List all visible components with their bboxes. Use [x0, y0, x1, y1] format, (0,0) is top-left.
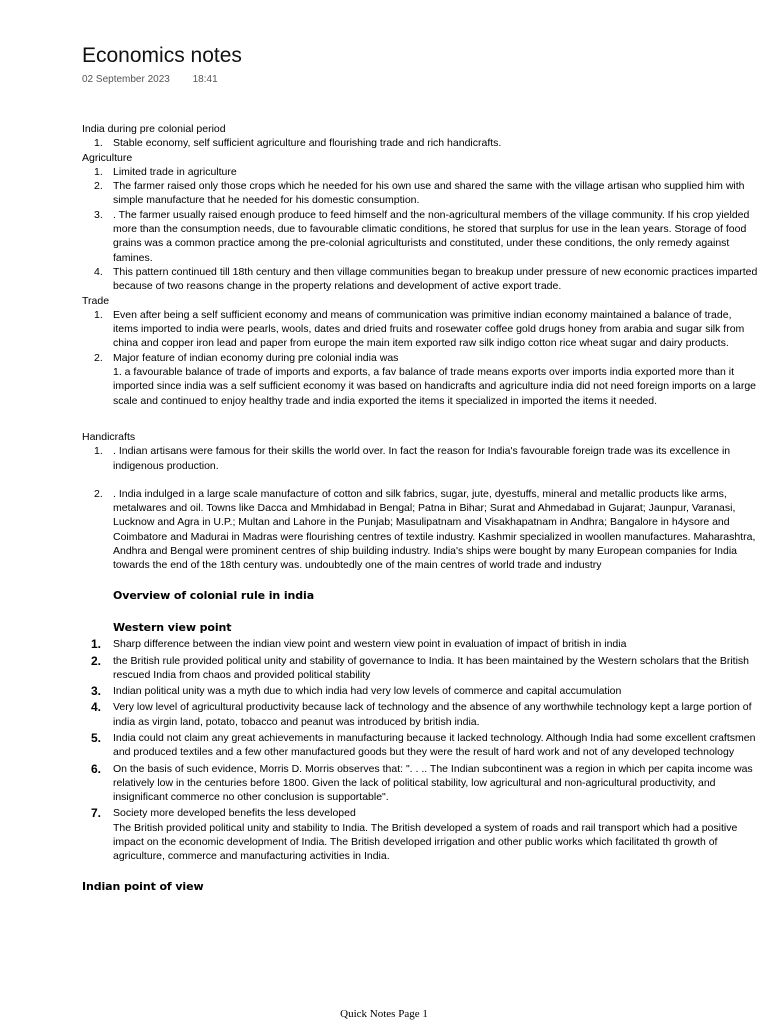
spacer [82, 473, 758, 487]
handicrafts-list [82, 444, 758, 572]
list-item: 1. . Indian artisans were famous for their skills the world over. In fact the reason for India's favourable foreign trade was its excellence in indigenous production. [94, 445, 731, 472]
list-item: 2. . India indulged in a large scale manufacture of cotton and silk fabrics, sugar, jute, dyestuffs, mineral and metallic products like arms, metalwares and oil. Towns like Dacca and Mmhidabad in Bengal; Patna in Bihar; Surat and Ahmedabad in Gujarat; Jaunpur, Varanasi, Lucknow and Agra in U.P.; Multan and Lahore in the Punjab; Masulipatnam and Visakhapatnam in Andhra; Bangalore in h4ysore and Coimbatore and Madurai in Madras were flourishing centres of textile industry. Kashmir specialized in woollen manufactures. Maharashtra, Andhra and Bengal were prominent centres of ship building industry. India's ships were bought by many European companies for India towards the end of the 18th century was. undoubtedly one of the main centres of world trade and industry [94, 487, 756, 572]
list-item: 1. Stable economy, self sufficient agriculture and flourishing trade and rich handicrafts. [94, 137, 502, 150]
list-item: 1. Sharp difference between the indian view point and western view point in evaluation of impact of british in india [91, 637, 627, 652]
list-item: 5. India could not claim any great achievements in manufacturing because it lacked technology. Although India had some excellent craftsmen and produced textiles and a few other manufactured goods but they were the result of hard work and not of any developed technology [91, 730, 756, 759]
list-item: 7. Society more developed benefits the less developed The British provided political unity and stability to India. The British developed a system of roads and rail transport which had a positive impact on the economic development of India. The British developed irrigation and other public works which facilitated th growth of agriculture, commerce and manufacturing activities in India. [91, 806, 738, 863]
list-item: 4. Very low level of agricultural productivity because lack of technology and the absence of any worthwhile technology kept a large portion of india as virgin land, potato, tobacco and peanut was introduced by british india. [91, 700, 752, 728]
note-body[interactable] [82, 122, 758, 894]
list-item: 1. Even after being a self sufficient economy and means of communication was primitive indian economy maintained a balance of trade, items imported to india were pearls, wools, dates and dried fruits and rosewater coffee gold drugs honey from arabia and sugar silk from china and copper iron lead and paper from europe the main item exported raw silk indigo cotton rice wheat sugar and dairy products. [94, 308, 745, 350]
list-item: 2. the British rule provided political unity and stability of governance to India. It has been maintained by the Western scholars that the British rescued India from chaos and provided political stability [91, 653, 749, 681]
list-item: 4. This pattern continued till 18th century and then village communities began to breakup under pressure of new economic practices imparted because of two reasons change in the property relations and development of active export trade. [94, 265, 758, 293]
indian-heading: Indian point of view [82, 879, 204, 893]
colonial-heading: Overview of colonial rule in india [113, 588, 315, 602]
western-heading: Western view point [113, 620, 232, 634]
agriculture-heading: Agriculture [82, 151, 133, 164]
western-list [82, 637, 758, 863]
list-item: 3. Indian political unity was a myth due to which india had very low levels of commerce and capital accumulation [91, 684, 622, 699]
page-footer: Quick Notes Page 1 [340, 1008, 428, 1020]
trade-list [82, 308, 758, 408]
list-item: 2. Major feature of indian economy during pre colonial india was 1. a favourable balance of trade of imports and exports, a fav balance of trade means exports over imports india exported more than it imported since india was a self sufficient economy it was based on handicrafts and agriculture india did not need foreign imports on a large scale and continued to enjoy healthy trade and india exported the items it specialized in imported the items it needed. [94, 351, 757, 407]
list-item: 6. On the basis of such evidence, Morris D. Morris observes that: ". . .. The Indian subcontinent was a region in which per capita income was relatively low in the centuries before 1800. Given the lack of political stability, low agricultural and non-agricultural productivity, and insignificant commerce no other conclusion is supportable". [91, 761, 753, 804]
intro-heading: India during pre colonial period [82, 123, 226, 135]
trade-item-detail: 1. a favourable balance of trade of imports and exports, a fav balance of trade means exports over imports india exported more than it imported since india was a self sufficient economy it was based on handicrafts and agriculture india did not need foreign imports on a large scale and continued to enjoy healthy trade and india exported the items it specialized in imported the items it needed. [113, 366, 757, 407]
list-item: 1. Limited trade in agriculture [94, 165, 237, 178]
agriculture-list [82, 165, 758, 294]
page-title: Economics notes [82, 44, 242, 67]
page-meta [82, 74, 238, 85]
trade-heading: Trade [82, 294, 110, 307]
handicrafts-heading: Handicrafts [82, 430, 136, 443]
page-time: 18:41 [192, 74, 218, 85]
western-item-detail: The British provided political unity and stability to India. The British developed a system of roads and rail transport which had a positive impact on the economic development of India. The British developed irrigation and other public works which facilitated th growth of agriculture, commerce and manufacturing activities in India. [113, 821, 738, 863]
list-item: 3. . The farmer usually raised enough produce to feed himself and the non-agricultural members of the village community. If his crop yielded more than the consumption needs, due to favourable climatic conditions, he stored that surplus for use in the lean years. Storage of food grains was a common practice among the pre-colonial agriculturists and constituted, under these conditions, the only remedy against famines. [94, 208, 750, 264]
page-date: 02 September 2023 [82, 74, 170, 85]
list-item: 2. The farmer raised only those crops which he needed for his own use and shared the same with the village artisan who supplied him with simple manufacture that he needed for his domestic consumption. [94, 180, 745, 207]
intro-list [82, 136, 758, 150]
